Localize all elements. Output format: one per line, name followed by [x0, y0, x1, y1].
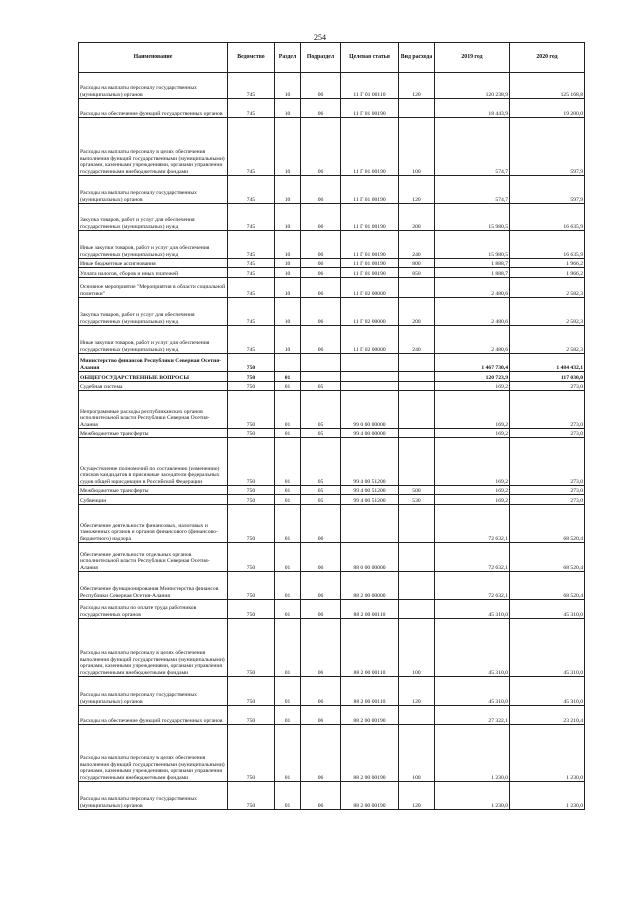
cell-target	[341, 372, 399, 382]
cell-expense-type	[399, 372, 435, 382]
cell-expense-type: 200	[399, 298, 435, 326]
cell-department: 750	[228, 725, 275, 782]
cell-department: 745	[228, 204, 275, 231]
cell-expense-type: 200	[399, 204, 435, 231]
cell-target	[341, 505, 399, 543]
cell-section: 10	[275, 278, 301, 298]
cell-expense-type	[399, 706, 435, 725]
cell-subsection: 06	[301, 204, 341, 231]
cell-subsection: 06	[301, 572, 341, 600]
table-row	[79, 429, 585, 438]
cell-year-2020: 16 635,9	[510, 204, 585, 231]
table-row	[79, 543, 585, 572]
table-row	[79, 600, 585, 619]
cell-year-2020: 23 210,4	[510, 706, 585, 725]
cell-section: 01	[275, 725, 301, 782]
cell-subsection: 05	[301, 382, 341, 391]
cell-name: Судебная система	[79, 382, 228, 391]
table-header-row	[79, 43, 585, 73]
table-row	[79, 326, 585, 354]
cell-year-2019: 72 632,1	[435, 505, 510, 543]
table-row	[79, 354, 585, 372]
cell-year-2019: 1 230,0	[435, 725, 510, 782]
cell-department: 750	[228, 782, 275, 810]
cell-subsection: 06	[301, 176, 341, 204]
cell-expense-type	[399, 429, 435, 438]
cell-year-2020: 45 310,0	[510, 619, 585, 677]
cell-subsection: 06	[301, 268, 341, 278]
cell-expense-type	[399, 99, 435, 118]
cell-year-2019: 2 480,6	[435, 278, 510, 298]
cell-section: 01	[275, 572, 301, 600]
cell-name: Расходы на выплаты персоналу в целях обеспечения выполнения функций государственными (муниципальными) органами, казенными учреждениями, органами управления государственными внебюджетными фондами	[79, 118, 228, 176]
cell-section: 10	[275, 204, 301, 231]
cell-name: Расходы на выплаты персоналу в целях обеспечения выполнения функций государственными (муниципальными) органами, казенными учреждениями, органами управления государственными внебюджетными фондами	[79, 619, 228, 677]
cell-subsection: 06	[301, 298, 341, 326]
table-row	[79, 438, 585, 486]
cell-department: 750	[228, 495, 275, 505]
cell-target: 88 2 00 00110	[341, 600, 399, 619]
cell-subsection: 06	[301, 619, 341, 677]
cell-year-2020: 1 230,0	[510, 782, 585, 810]
cell-section: 10	[275, 118, 301, 176]
cell-expense-type	[399, 391, 435, 429]
cell-department: 750	[228, 438, 275, 486]
cell-subsection: 06	[301, 677, 341, 706]
cell-target: 11 Г 01 00190	[341, 268, 399, 278]
cell-section: 01	[275, 495, 301, 505]
cell-name: Расходы на обеспечение функций государственных органов	[79, 99, 228, 118]
cell-section: 01	[275, 438, 301, 486]
cell-department: 750	[228, 619, 275, 677]
cell-subsection: 06	[301, 278, 341, 298]
cell-expense-type: 100	[399, 118, 435, 176]
cell-year-2019: 1 888,7	[435, 268, 510, 278]
cell-year-2019: 120 723,9	[435, 372, 510, 382]
cell-department: 745	[228, 278, 275, 298]
cell-target: 11 Г 01 00190	[341, 231, 399, 259]
cell-section: 01	[275, 429, 301, 438]
cell-name: Субвенции	[79, 495, 228, 505]
page-number: 254	[314, 33, 326, 42]
cell-name: Обеспечение функционирования Министерства финансов Республики Северная Осетия-Алания	[79, 572, 228, 600]
table-row	[79, 73, 585, 99]
cell-year-2020: 2 582,3	[510, 326, 585, 354]
cell-section	[275, 354, 301, 372]
cell-name: Министерство финансов Республики Северная Осетия-Алания	[79, 354, 228, 372]
cell-year-2019: 72 632,1	[435, 543, 510, 572]
table-row	[79, 176, 585, 204]
cell-subsection: 06	[301, 231, 341, 259]
table-row	[79, 619, 585, 677]
cell-section: 10	[275, 298, 301, 326]
table-row	[79, 231, 585, 259]
cell-target: 88 2 00 00190	[341, 706, 399, 725]
cell-target: 88 2 00 00190	[341, 782, 399, 810]
cell-year-2020: 45 310,0	[510, 600, 585, 619]
header-expense-type: Вид расхода	[399, 43, 435, 73]
cell-name: Расходы на выплаты персоналу государственных (муниципальных) органов	[79, 782, 228, 810]
cell-department: 750	[228, 354, 275, 372]
cell-year-2019: 120 238,9	[435, 73, 510, 99]
header-department: Ведомство	[228, 43, 275, 73]
cell-department: 750	[228, 543, 275, 572]
cell-section: 10	[275, 231, 301, 259]
cell-year-2019: 72 632,1	[435, 572, 510, 600]
table-row	[79, 495, 585, 505]
cell-section: 10	[275, 326, 301, 354]
table-row	[79, 706, 585, 725]
cell-year-2020: 1 230,0	[510, 725, 585, 782]
cell-name: Закупка товаров, работ и услуг для обеспечения государственных (муниципальных) нужд	[79, 204, 228, 231]
cell-year-2020: 273,0	[510, 486, 585, 495]
cell-section: 01	[275, 505, 301, 543]
cell-year-2020: 125 168,8	[510, 73, 585, 99]
cell-expense-type: 120	[399, 176, 435, 204]
cell-year-2019: 169,2	[435, 382, 510, 391]
cell-expense-type	[399, 354, 435, 372]
cell-subsection	[301, 372, 341, 382]
cell-expense-type: 100	[399, 619, 435, 677]
cell-name: Расходы на выплаты персоналу государственных (муниципальных) органов	[79, 73, 228, 99]
cell-department: 750	[228, 572, 275, 600]
cell-subsection: 06	[301, 505, 341, 543]
cell-target: 99 0 00 00000	[341, 391, 399, 429]
table-row	[79, 725, 585, 782]
header-name: Наименование	[79, 43, 228, 73]
table-row	[79, 486, 585, 495]
cell-name: Иные закупки товаров, работ и услуг для обеспечения государственных (муниципальных) нужд	[79, 231, 228, 259]
cell-year-2019: 15 980,5	[435, 204, 510, 231]
cell-year-2020: 16 635,9	[510, 231, 585, 259]
cell-section: 01	[275, 782, 301, 810]
cell-year-2019: 1 230,0	[435, 782, 510, 810]
cell-subsection: 06	[301, 99, 341, 118]
table-row	[79, 99, 585, 118]
cell-year-2020: 68 520,4	[510, 505, 585, 543]
cell-target: 11 Г 01 00190	[341, 259, 399, 268]
table-row	[79, 372, 585, 382]
table-row	[79, 204, 585, 231]
cell-expense-type	[399, 572, 435, 600]
cell-expense-type	[399, 543, 435, 572]
cell-target: 99 4 00 51200	[341, 486, 399, 495]
cell-section: 01	[275, 391, 301, 429]
table-row	[79, 382, 585, 391]
cell-target	[341, 354, 399, 372]
cell-year-2019: 45 310,0	[435, 600, 510, 619]
cell-year-2019: 2 480,6	[435, 298, 510, 326]
cell-target	[341, 382, 399, 391]
cell-name: Уплата налогов, сборов и иных платежей	[79, 268, 228, 278]
cell-expense-type: 120	[399, 73, 435, 99]
budget-table	[78, 42, 585, 810]
cell-section: 01	[275, 706, 301, 725]
cell-section: 01	[275, 677, 301, 706]
table-row	[79, 391, 585, 429]
cell-expense-type	[399, 278, 435, 298]
table-row	[79, 505, 585, 543]
header-year-2020: 2020 год	[510, 43, 585, 73]
cell-subsection: 05	[301, 438, 341, 486]
cell-expense-type: 850	[399, 268, 435, 278]
cell-subsection: 05	[301, 486, 341, 495]
cell-section: 10	[275, 73, 301, 99]
cell-target: 11 Г 01 00190	[341, 204, 399, 231]
header-year-2019: 2019 год	[435, 43, 510, 73]
cell-year-2019: 27 322,1	[435, 706, 510, 725]
cell-department: 750	[228, 486, 275, 495]
cell-subsection: 06	[301, 543, 341, 572]
cell-target: 11 Г 02 00000	[341, 326, 399, 354]
table-row	[79, 268, 585, 278]
cell-expense-type	[399, 382, 435, 391]
cell-target: 11 Г 02 00000	[341, 278, 399, 298]
cell-target: 88 2 00 00110	[341, 619, 399, 677]
cell-section: 10	[275, 99, 301, 118]
cell-year-2019: 169,2	[435, 429, 510, 438]
cell-year-2020: 19 200,0	[510, 99, 585, 118]
cell-year-2020: 2 582,3	[510, 278, 585, 298]
cell-department: 745	[228, 99, 275, 118]
cell-department: 750	[228, 505, 275, 543]
cell-name: Расходы на выплаты по оплате труда работников государственных органов	[79, 600, 228, 619]
cell-section: 10	[275, 268, 301, 278]
cell-year-2020: 45 310,0	[510, 677, 585, 706]
cell-section: 01	[275, 486, 301, 495]
cell-year-2020: 68 520,4	[510, 572, 585, 600]
cell-target: 88 2 00 00190	[341, 725, 399, 782]
cell-name: Иные закупки товаров, работ и услуг для обеспечения государственных (муниципальных) нужд	[79, 326, 228, 354]
cell-section: 10	[275, 259, 301, 268]
table-body	[79, 73, 585, 810]
cell-year-2019: 574,7	[435, 176, 510, 204]
cell-department: 750	[228, 706, 275, 725]
cell-name: Расходы на выплаты персоналу государственных (муниципальных) органов	[79, 176, 228, 204]
table-row	[79, 298, 585, 326]
table-row	[79, 259, 585, 268]
cell-year-2019: 2 480,6	[435, 326, 510, 354]
cell-section: 01	[275, 382, 301, 391]
cell-subsection: 06	[301, 782, 341, 810]
cell-year-2019: 1 467 730,4	[435, 354, 510, 372]
table-row	[79, 278, 585, 298]
cell-name: Осуществление полномочий по составлению (изменению) списков кандидатов в присяжные заседатели федеральных судов общей юрисдикции в Российской Федерации	[79, 438, 228, 486]
table-row	[79, 677, 585, 706]
cell-department: 750	[228, 372, 275, 382]
cell-name: Иные бюджетные ассигнования	[79, 259, 228, 268]
cell-section: 01	[275, 372, 301, 382]
header-section: Раздел	[275, 43, 301, 73]
cell-subsection: 06	[301, 259, 341, 268]
cell-expense-type: 800	[399, 259, 435, 268]
header-subsection: Подраздел	[301, 43, 341, 73]
cell-year-2020: 273,0	[510, 391, 585, 429]
cell-expense-type	[399, 600, 435, 619]
cell-subsection: 06	[301, 73, 341, 99]
cell-subsection: 06	[301, 706, 341, 725]
cell-target: 99 4 00 51200	[341, 438, 399, 486]
cell-section: 01	[275, 600, 301, 619]
cell-year-2020: 68 520,4	[510, 543, 585, 572]
cell-department: 745	[228, 176, 275, 204]
cell-name: Расходы на обеспечение функций государственных органов	[79, 706, 228, 725]
cell-department: 745	[228, 298, 275, 326]
cell-expense-type: 240	[399, 231, 435, 259]
cell-name: Обеспечение деятельности отдельных органов исполнительной власти Республики Северная Осетия-Алания	[79, 543, 228, 572]
cell-year-2020: 1 484 432,1	[510, 354, 585, 372]
cell-department: 750	[228, 391, 275, 429]
cell-year-2019: 1 888,7	[435, 259, 510, 268]
cell-year-2020: 597,9	[510, 118, 585, 176]
cell-target: 11 Г 01 00110	[341, 73, 399, 99]
cell-department: 745	[228, 259, 275, 268]
cell-name: Закупка товаров, работ и услуг для обеспечения государственных (муниципальных) нужд	[79, 298, 228, 326]
cell-year-2020: 1 966,2	[510, 259, 585, 268]
cell-name: ОБЩЕГОСУДАРСТВЕННЫЕ ВОПРОСЫ	[79, 372, 228, 382]
cell-target: 99 4 00 51200	[341, 495, 399, 505]
cell-expense-type: 120	[399, 782, 435, 810]
cell-subsection: 06	[301, 600, 341, 619]
cell-section: 01	[275, 543, 301, 572]
cell-target: 88 2 00 00000	[341, 572, 399, 600]
table-row	[79, 782, 585, 810]
cell-department: 745	[228, 73, 275, 99]
cell-year-2019: 169,2	[435, 486, 510, 495]
cell-section: 10	[275, 176, 301, 204]
cell-section: 01	[275, 619, 301, 677]
cell-expense-type: 240	[399, 326, 435, 354]
cell-subsection: 05	[301, 391, 341, 429]
cell-expense-type: 120	[399, 677, 435, 706]
cell-name: Обеспечение деятельности финансовых, налоговых и таможенных органов и органов финансового (финансово-бюджетного) надзора	[79, 505, 228, 543]
cell-subsection: 06	[301, 326, 341, 354]
cell-target: 11 Г 01 00190	[341, 176, 399, 204]
cell-subsection: 06	[301, 725, 341, 782]
cell-year-2019: 15 980,5	[435, 231, 510, 259]
cell-year-2019: 574,7	[435, 118, 510, 176]
cell-year-2020: 2 582,3	[510, 298, 585, 326]
cell-year-2020: 117 030,0	[510, 372, 585, 382]
cell-expense-type: 530	[399, 495, 435, 505]
cell-target: 88 2 00 00110	[341, 677, 399, 706]
cell-target: 11 Г 02 00000	[341, 298, 399, 326]
cell-department: 750	[228, 677, 275, 706]
cell-department: 750	[228, 382, 275, 391]
cell-expense-type	[399, 438, 435, 486]
cell-expense-type	[399, 505, 435, 543]
cell-department: 745	[228, 326, 275, 354]
cell-target: 99 4 00 00000	[341, 429, 399, 438]
cell-name: Основное мероприятие "Мероприятия в области социальной политики"	[79, 278, 228, 298]
cell-subsection: 06	[301, 118, 341, 176]
cell-year-2019: 169,2	[435, 391, 510, 429]
cell-department: 745	[228, 268, 275, 278]
cell-year-2020: 1 966,2	[510, 268, 585, 278]
cell-year-2020: 273,0	[510, 495, 585, 505]
cell-target: 11 Г 01 00190	[341, 99, 399, 118]
cell-year-2019: 169,2	[435, 438, 510, 486]
header-target: Целевая статья	[341, 43, 399, 73]
cell-year-2019: 45 310,0	[435, 619, 510, 677]
table-row	[79, 118, 585, 176]
cell-year-2020: 273,0	[510, 429, 585, 438]
cell-year-2019: 169,2	[435, 495, 510, 505]
cell-year-2020: 597,9	[510, 176, 585, 204]
cell-subsection: 05	[301, 495, 341, 505]
cell-department: 750	[228, 429, 275, 438]
cell-name: Межбюджетные трансферты	[79, 486, 228, 495]
cell-department: 745	[228, 118, 275, 176]
cell-target: 11 Г 01 00190	[341, 118, 399, 176]
cell-name: Непрограммные расходы республиканских органов исполнительной власти Республики Северная Осетия-Алания	[79, 391, 228, 429]
cell-subsection	[301, 354, 341, 372]
cell-year-2020: 273,0	[510, 438, 585, 486]
table-row	[79, 572, 585, 600]
cell-year-2019: 45 310,0	[435, 677, 510, 706]
cell-name: Межбюджетные трансферты	[79, 429, 228, 438]
cell-name: Расходы на выплаты персоналу государственных (муниципальных) органов	[79, 677, 228, 706]
cell-name: Расходы на выплаты персоналу в целях обеспечения выполнения функций государственными (муниципальными) органами, казенными учреждениями, органами управления государственными внебюджетными фондами	[79, 725, 228, 782]
cell-department: 745	[228, 231, 275, 259]
cell-year-2020: 273,0	[510, 382, 585, 391]
cell-expense-type: 100	[399, 725, 435, 782]
cell-department: 750	[228, 600, 275, 619]
cell-expense-type: 500	[399, 486, 435, 495]
cell-target: 88 0 00 00000	[341, 543, 399, 572]
cell-subsection: 05	[301, 429, 341, 438]
cell-year-2019: 18 443,9	[435, 99, 510, 118]
